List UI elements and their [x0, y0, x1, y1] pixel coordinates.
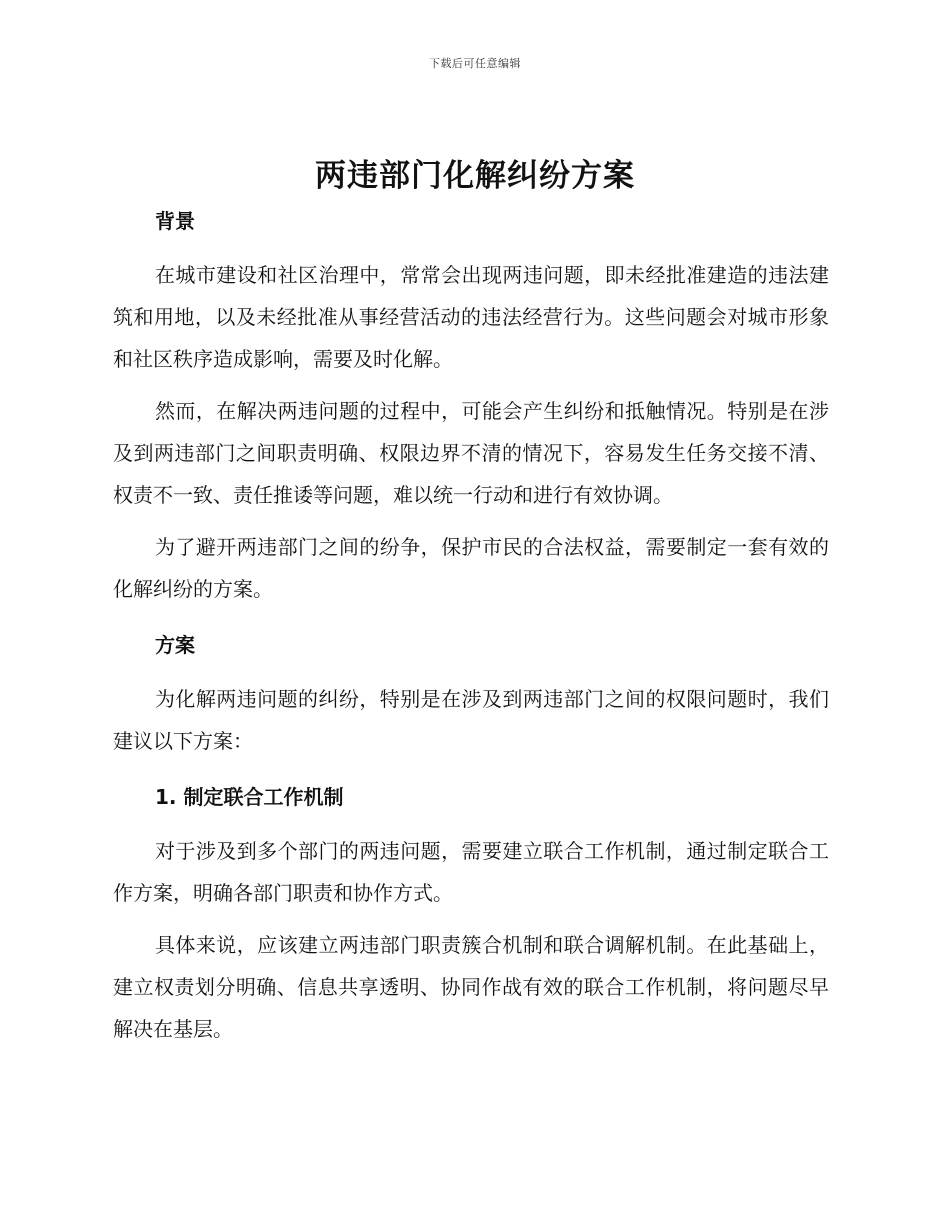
document-title: 两违部门化解纠纷方案 [315, 158, 635, 194]
paragraph-plan-1: 为化解两违问题的纠纷，特别是在涉及到两违部门之间的权限问题时，我们建议以下方案： [113, 687, 829, 753]
section-heading-plan: 方案 [155, 633, 195, 657]
paragraph-background-3: 为了避开两违部门之间的纷争，保护市民的合法权益，需要制定一套有效的化解纠纷的方案。 [113, 535, 829, 601]
page-header-note: 下载后可任意编辑 [429, 57, 521, 70]
paragraph-background-1: 在城市建设和社区治理中，常常会出现两违问题，即未经批准建造的违法建筑和用地，以及未经批准从事经营活动的违法经营行为。这些问题会对城市形象和社区秩序造成影响，需要及时化解。 [113, 263, 829, 371]
subsection-heading-1: 1. 制定联合工作机制 [155, 785, 344, 809]
section-heading-background: 背景 [155, 209, 195, 233]
document-body [113, 204, 829, 1050]
paragraph-item1-1: 对于涉及到多个部门的两违问题，需要建立联合工作机制，通过制定联合工作方案，明确各部门职责和协作方式。 [113, 839, 829, 905]
paragraph-item1-2: 具体来说，应该建立两违部门职责簇合机制和联合调解机制。在此基础上，建立权责划分明确、信息共享透明、协同作战有效的联合工作机制，将问题尽早解决在基层。 [113, 933, 829, 1041]
paragraph-background-2: 然而，在解决两违问题的过程中，可能会产生纠纷和抵触情况。特别是在涉及到两违部门之间职责明确、权限边界不清的情况下，容易发生任务交接不清、权责不一致、责任推诿等问题，难以统一行动和进行有效协调。 [113, 399, 829, 507]
